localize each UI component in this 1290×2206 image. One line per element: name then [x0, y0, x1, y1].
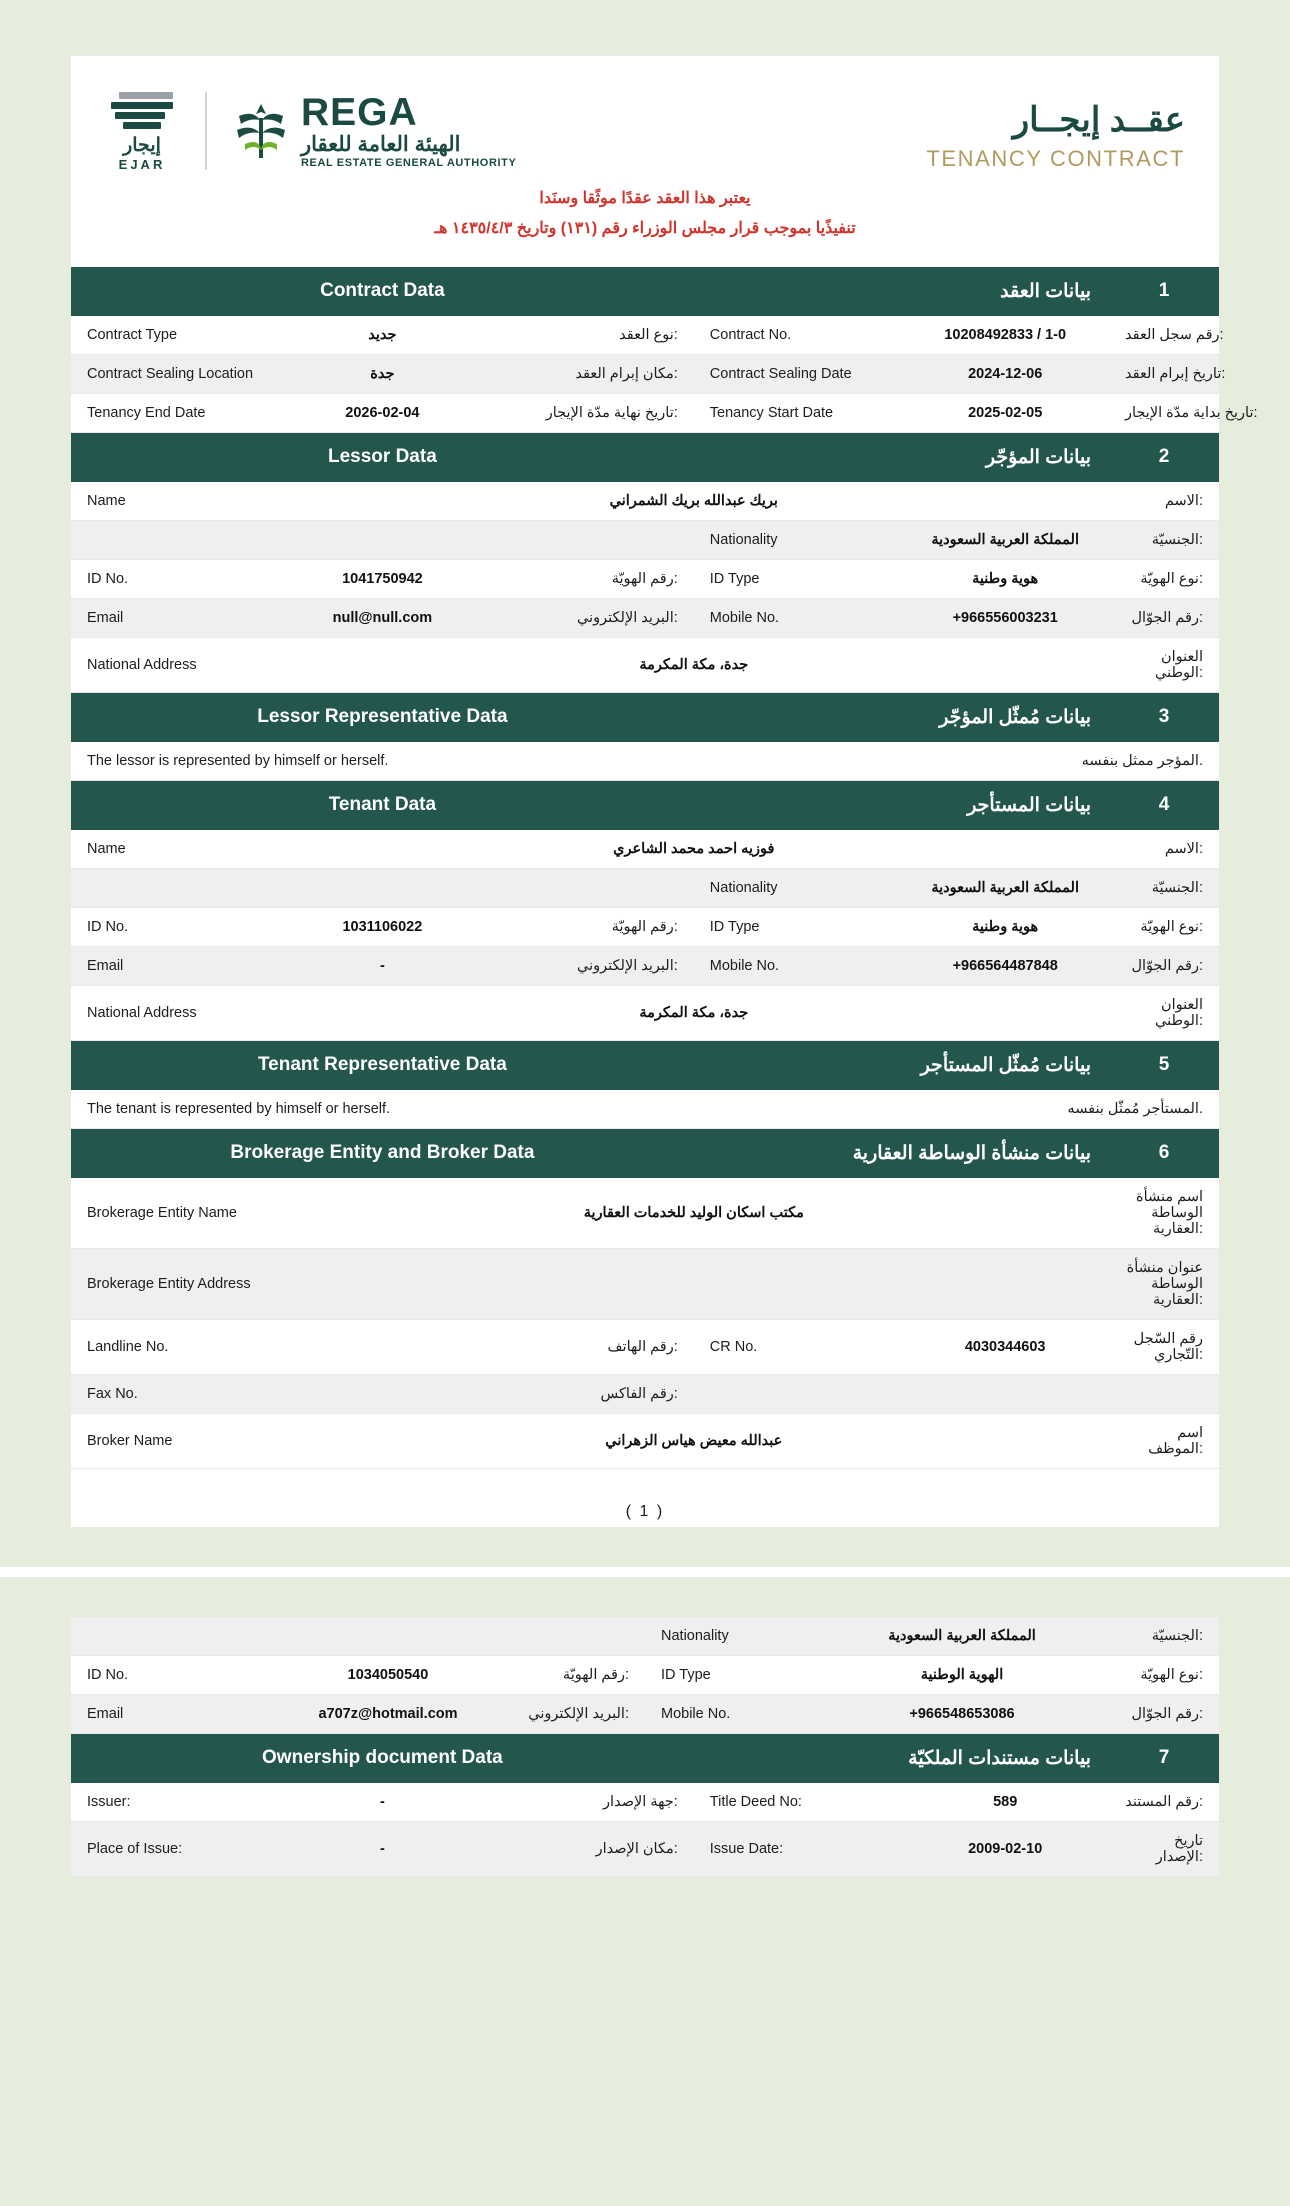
logo-divider: [205, 92, 207, 170]
place-of-issue-value: -: [279, 1821, 487, 1876]
lessor-name-label-en: Name: [71, 482, 279, 521]
issuer-label-en: Issuer:: [71, 1783, 279, 1822]
issue-date-label-en: Issue Date:: [694, 1821, 902, 1876]
p2-idtype-value: الهوية الوطنية: [855, 1655, 1069, 1694]
table-row: [71, 868, 1219, 907]
contract-type-label-en: Contract Type: [71, 316, 279, 355]
issuer-value: -: [279, 1783, 487, 1822]
section-title-ar: بيانات مُمثّل المؤجّر: [694, 693, 1109, 742]
legal-notice: [71, 176, 1219, 267]
section-title-en: Ownership document Data: [71, 1734, 694, 1783]
section-title-en: Contract Data: [71, 267, 694, 316]
contract-no-label-ar: رقم سجل العقد:: [1109, 316, 1219, 355]
page-sheet: [71, 56, 1258, 1527]
table-row: [71, 742, 1219, 781]
brokerage-address-value: [279, 1248, 1109, 1319]
tenant-address-value: جدة، مكة المكرمة: [279, 985, 1109, 1040]
broker-name-value: عبدالله معيض هياس الزهراني: [279, 1413, 1109, 1468]
fax-label-ar: رقم الفاكس:: [486, 1374, 694, 1413]
section-title-ar: بيانات المستأجر: [694, 781, 1109, 830]
section-number: 2: [1109, 433, 1219, 482]
page-sheet: [71, 1617, 1219, 1877]
table-row: [71, 598, 1219, 637]
p2-nationality-label-en: Nationality: [645, 1617, 855, 1656]
lessor-idtype-label-en: ID Type: [694, 559, 902, 598]
landline-label-en: Landline No.: [71, 1319, 279, 1374]
place-of-issue-label-en: Place of Issue:: [71, 1821, 279, 1876]
rega-arabic-name: الهيئة العامة للعقار: [301, 133, 461, 156]
section-header-lessor-rep: [71, 693, 1219, 742]
section-header-brokerage: [71, 1129, 1219, 1178]
empty-cell: [495, 1617, 645, 1656]
brokerage-address-label-ar: عنوان منشأة الوساطة العقارية:: [1109, 1248, 1219, 1319]
ejar-logo: [105, 90, 179, 172]
table-row: [71, 520, 1219, 559]
document-header: [71, 56, 1219, 176]
p2-email-label-ar: البريد الإلكتروني:: [495, 1694, 645, 1733]
broker-name-label-en: Broker Name: [71, 1413, 279, 1468]
section-title-en: Tenant Data: [71, 781, 694, 830]
tenant-email-label-en: Email: [71, 946, 279, 985]
legal-notice-line-1: يعتبر هذا العقد عقدًا موثًقا وسنَدا: [539, 190, 751, 207]
table-row: [71, 316, 1219, 355]
sealing-location-label-ar: مكان إبرام العقد:: [486, 354, 694, 393]
sealing-date-label-en: Contract Sealing Date: [694, 354, 902, 393]
lessor-address-value: جدة، مكة المكرمة: [279, 637, 1109, 692]
tenant-rep-note-en: The tenant is represented by himself or herself.: [71, 1090, 694, 1129]
broker-name-label-ar: اسم الموظف:: [1109, 1413, 1219, 1468]
section-number: 5: [1109, 1041, 1219, 1090]
rega-logo: [233, 93, 516, 169]
section-title-ar: بيانات مُمثّل المستأجر: [694, 1041, 1109, 1090]
sealing-date-label-ar: تاريخ إبرام العقد:: [1109, 354, 1219, 393]
empty-cell: [694, 1374, 902, 1413]
tenant-name-label-ar: الاسم:: [1109, 830, 1219, 869]
empty-cell: [71, 520, 279, 559]
tenant-idtype-label-ar: نوع الهويّة:: [1109, 907, 1219, 946]
issuer-label-ar: جهة الإصدار:: [486, 1783, 694, 1822]
p2-email-label-en: Email: [71, 1694, 281, 1733]
table-row: [71, 1248, 1219, 1319]
empty-cell: [901, 1374, 1109, 1413]
tenant-idtype-label-en: ID Type: [694, 907, 902, 946]
table-row: [71, 1090, 1219, 1129]
tenant-data-table: [71, 781, 1219, 1041]
lessor-address-label-ar: العنوان الوطني:: [1109, 637, 1219, 692]
section-header-tenant: [71, 781, 1219, 830]
cr-no-label-en: CR No.: [694, 1319, 902, 1374]
tenant-mobile-label-en: Mobile No.: [694, 946, 902, 985]
p2-idtype-label-ar: نوع الهويّة:: [1069, 1655, 1219, 1694]
table-row: [71, 985, 1219, 1040]
lessor-mobile-label-ar: رقم الجوّال:: [1109, 598, 1219, 637]
ejar-logo-arabic: إيجار: [123, 135, 161, 156]
tenant-idno-label-en: ID No.: [71, 907, 279, 946]
brokerage-name-label-ar: اسم منشأة الوساطة العقارية:: [1109, 1178, 1219, 1249]
tenant-nationality-value: المملكة العربية السعودية: [901, 868, 1109, 907]
legal-notice-line-2: تنفيذًيا بموجب قرار مجلس الوزراء رقم (١٣١) وتاريخ ١٤٣٥/٤/٣ هـ: [434, 220, 856, 238]
p2-idno-label-en: ID No.: [71, 1655, 281, 1694]
landline-label-ar: رقم الهاتف:: [486, 1319, 694, 1374]
ejar-logo-english: EJAR: [118, 157, 166, 172]
tenant-mobile-value: +966564487848: [901, 946, 1109, 985]
rega-palm-icon: [233, 100, 289, 162]
empty-cell: [279, 868, 487, 907]
table-row: [71, 946, 1219, 985]
ownership-document-table: [71, 1734, 1219, 1877]
empty-cell: [1109, 1374, 1219, 1413]
empty-cell: [71, 1617, 281, 1656]
tenancy-start-label-en: Tenancy Start Date: [694, 393, 902, 432]
lessor-idtype-value: هوية وطنية: [901, 559, 1109, 598]
table-row: [71, 907, 1219, 946]
table-row: [71, 1413, 1219, 1468]
table-row: [71, 830, 1219, 869]
p2-idno-label-ar: رقم الهويّة:: [495, 1655, 645, 1694]
table-row: [71, 354, 1219, 393]
table-row: [71, 1783, 1219, 1822]
empty-cell: [279, 520, 487, 559]
section-title-ar: بيانات مستندات الملكيّة: [694, 1734, 1109, 1783]
lessor-nationality-label-ar: الجنسيّة:: [1109, 520, 1219, 559]
p2-mobile-label-en: Mobile No.: [645, 1694, 855, 1733]
title-deed-value: 589: [901, 1783, 1109, 1822]
tenant-address-label-en: National Address: [71, 985, 279, 1040]
tenant-idtype-value: هوية وطنية: [901, 907, 1109, 946]
p2-idno-value: 1034050540: [281, 1655, 495, 1694]
place-of-issue-label-ar: مكان الإصدار:: [486, 1821, 694, 1876]
table-row: [71, 393, 1219, 432]
table-row: [71, 1821, 1219, 1876]
brokerage-address-label-en: Brokerage Entity Address: [71, 1248, 279, 1319]
section-title-en: Tenant Representative Data: [71, 1041, 694, 1090]
cr-no-value: 4030344603: [901, 1319, 1109, 1374]
tenant-idno-label-ar: رقم الهويّة:: [486, 907, 694, 946]
lessor-idno-label-en: ID No.: [71, 559, 279, 598]
lessor-rep-note-ar: المؤجر ممثل بنفسه.: [694, 742, 1219, 781]
lessor-email-label-en: Email: [71, 598, 279, 637]
table-row: [71, 1374, 1219, 1413]
table-row: [71, 1319, 1219, 1374]
tenancy-end-label-en: Tenancy End Date: [71, 393, 279, 432]
section-header-ownership: [71, 1734, 1219, 1783]
p2-nationality-value: المملكة العربية السعودية: [855, 1617, 1069, 1656]
table-row: [71, 637, 1219, 692]
sealing-date-value: 2024-12-06: [901, 354, 1109, 393]
table-row: [71, 1178, 1219, 1249]
section-title-ar: بيانات العقد: [694, 267, 1109, 316]
fax-value: [279, 1374, 487, 1413]
tenant-name-value: فوزيه احمد محمد الشاعري: [279, 830, 1109, 869]
issue-date-label-ar: تاريخ الإصدار:: [1109, 1821, 1219, 1876]
lessor-email-value: null@null.com: [279, 598, 487, 637]
lessor-name-value: بريك عبدالله بريك الشمراني: [279, 482, 1109, 521]
section-number: 3: [1109, 693, 1219, 742]
empty-cell: [281, 1617, 495, 1656]
section-title-ar: بيانات منشأة الوساطة العقارية: [694, 1129, 1109, 1178]
lessor-nationality-value: المملكة العربية السعودية: [901, 520, 1109, 559]
page2-person-table: [71, 1617, 1219, 1734]
tenant-nationality-label-en: Nationality: [694, 868, 902, 907]
contract-no-label-en: Contract No.: [694, 316, 902, 355]
p2-mobile-value: +966548653086: [855, 1694, 1069, 1733]
tenancy-end-label-ar: تاريخ نهاية مدّة الإيجار:: [486, 393, 694, 432]
document-title-block: [926, 86, 1185, 172]
tenancy-end-value: 2026-02-04: [279, 393, 487, 432]
logo-group: [105, 86, 516, 172]
lessor-rep-note-en: The lessor is represented by himself or herself.: [71, 742, 694, 781]
p2-nationality-label-ar: الجنسيّة:: [1069, 1617, 1219, 1656]
lessor-mobile-label-en: Mobile No.: [694, 598, 902, 637]
lessor-idno-label-ar: رقم الهويّة:: [486, 559, 694, 598]
title-arabic: عقــد إيجــار: [1012, 101, 1185, 139]
tenant-nationality-label-ar: الجنسيّة:: [1109, 868, 1219, 907]
section-number: 6: [1109, 1129, 1219, 1178]
title-deed-label-ar: رقم المستند:: [1109, 1783, 1219, 1822]
rega-english-name: REAL ESTATE GENERAL AUTHORITY: [301, 157, 517, 169]
section-title-en: Lessor Representative Data: [71, 693, 694, 742]
table-row: [71, 482, 1219, 521]
section-title-en: Lessor Data: [71, 433, 694, 482]
fax-label-en: Fax No.: [71, 1374, 279, 1413]
section-title-ar: بيانات المؤجّر: [694, 433, 1109, 482]
table-row: [71, 559, 1219, 598]
title-deed-label-en: Title Deed No:: [694, 1783, 902, 1822]
contract-type-value: جديد: [279, 316, 487, 355]
empty-cell: [486, 868, 694, 907]
tenant-representative-table: [71, 1041, 1219, 1129]
section-header-contract: [71, 267, 1219, 316]
section-number: 4: [1109, 781, 1219, 830]
lessor-idno-value: 1041750942: [279, 559, 487, 598]
brokerage-name-label-en: Brokerage Entity Name: [71, 1178, 279, 1249]
tenant-email-label-ar: البريد الإلكتروني:: [486, 946, 694, 985]
sealing-location-value: جدة: [279, 354, 487, 393]
sealing-location-label-en: Contract Sealing Location: [71, 354, 279, 393]
tenancy-start-label-ar: تاريخ بداية مدّة الإيجار:: [1109, 393, 1219, 432]
lessor-nationality-label-en: Nationality: [694, 520, 902, 559]
contract-data-table: [71, 267, 1258, 433]
p2-mobile-label-ar: رقم الجوّال:: [1069, 1694, 1219, 1733]
brokerage-name-value: مكتب اسكان الوليد للخدمات العقارية: [279, 1178, 1109, 1249]
empty-cell: [71, 868, 279, 907]
tenant-rep-note-ar: المستأجر مُمثّل بنفسه.: [694, 1090, 1219, 1129]
title-english: TENANCY CONTRACT: [926, 146, 1185, 171]
contract-type-label-ar: نوع العقد:: [486, 316, 694, 355]
issue-date-value: 2009-02-10: [901, 1821, 1109, 1876]
lessor-mobile-value: +966556003231: [901, 598, 1109, 637]
contract-no-value: 10208492833 / 1-0: [901, 316, 1109, 355]
section-header-tenant-rep: [71, 1041, 1219, 1090]
table-row: [71, 1694, 1219, 1733]
section-title-en: Brokerage Entity and Broker Data: [71, 1129, 694, 1178]
cr-no-label-ar: رقم السّجل التّجاري:: [1109, 1319, 1219, 1374]
table-row: [71, 1655, 1219, 1694]
p2-idtype-label-en: ID Type: [645, 1655, 855, 1694]
brokerage-data-table: [71, 1129, 1219, 1469]
p2-email-value: a707z@hotmail.com: [281, 1694, 495, 1733]
lessor-representative-table: [71, 693, 1219, 781]
rega-wordmark: REGA: [301, 91, 418, 134]
tenancy-start-value: 2025-02-05: [901, 393, 1109, 432]
tenant-mobile-label-ar: رقم الجوّال:: [1109, 946, 1219, 985]
lessor-address-label-en: National Address: [71, 637, 279, 692]
tenant-address-label-ar: العنوان الوطني:: [1109, 985, 1219, 1040]
section-number: 1: [1109, 267, 1219, 316]
document-page-2: [0, 1567, 1290, 1917]
tenant-name-label-en: Name: [71, 830, 279, 869]
lessor-email-label-ar: البريد الإلكتروني:: [486, 598, 694, 637]
section-header-lessor: [71, 433, 1219, 482]
empty-cell: [486, 520, 694, 559]
tenant-idno-value: 1031106022: [279, 907, 487, 946]
lessor-name-label-ar: الاسم:: [1109, 482, 1219, 521]
page-number: ( 1 ): [625, 1502, 665, 1520]
tenant-email-value: -: [279, 946, 487, 985]
table-row: [71, 1617, 1219, 1656]
section-number: 7: [1109, 1734, 1219, 1783]
landline-value: [279, 1319, 487, 1374]
ejar-mark-icon: [111, 90, 173, 132]
lessor-idtype-label-ar: نوع الهويّة:: [1109, 559, 1219, 598]
lessor-data-table: [71, 433, 1219, 693]
